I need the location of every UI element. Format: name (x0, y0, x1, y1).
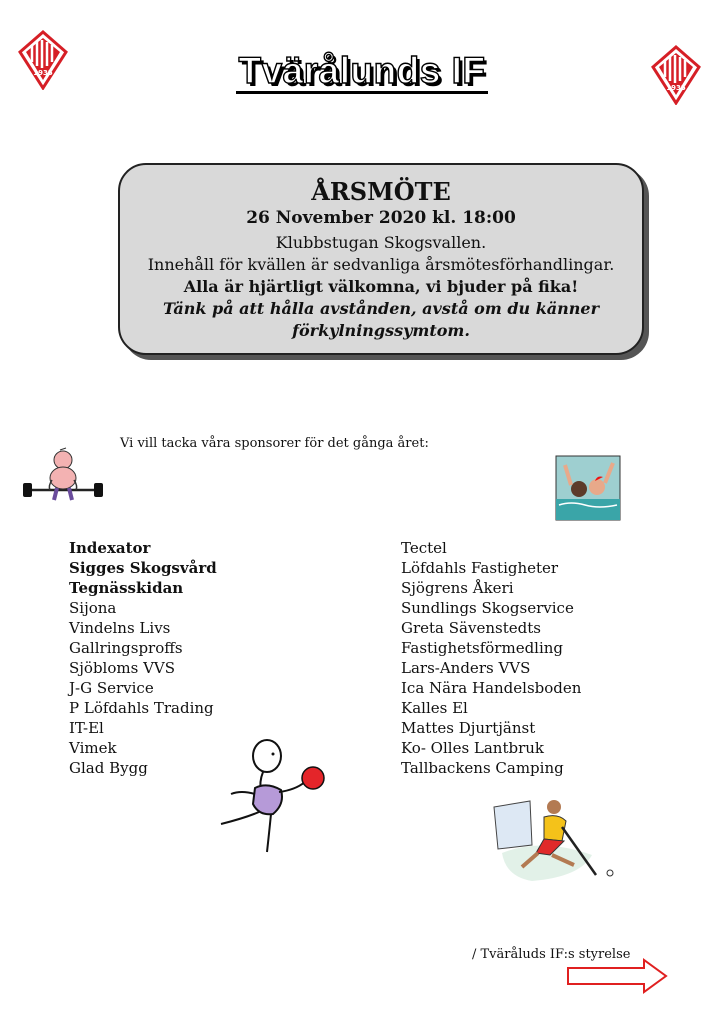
sponsor-item: Glad Bygg (69, 759, 148, 777)
sponsor-item: Vimek (69, 739, 117, 757)
sponsor-item: Indexator (69, 539, 151, 557)
sponsor-item: Mattes Djurtjänst (401, 719, 536, 737)
sponsor-item: Fastighetsförmedling (401, 639, 564, 657)
signature-text: / Tväråluds IF:s styrelse (472, 947, 631, 962)
sponsor-item: P Löfdahls Trading (69, 699, 214, 717)
sponsor-item: Ica Nära Handelsboden (401, 679, 582, 697)
sponsor-item: Löfdahls Fastigheter (401, 559, 559, 577)
meeting-location: Klubbstugan Skogsvallen. (275, 233, 487, 252)
sponsor-item: Greta Sävenstedts (401, 619, 541, 637)
svg-text:1935: 1935 (33, 69, 53, 77)
sponsor-item: Sijona (69, 599, 117, 617)
page-title-text: Tvärålunds IF (236, 50, 487, 94)
meeting-welcome: Alla är hjärtligt välkomna, vi bjuder på fika! (183, 277, 579, 296)
ball-player-clipart-icon (215, 738, 333, 856)
sponsor-item: Tegnässkidan (69, 579, 184, 597)
sponsor-item: Sjöbloms VVS (69, 659, 176, 677)
sponsor-item: IT-El (69, 719, 104, 737)
meeting-date: 26 November 2020 kl. 18:00 (246, 208, 516, 228)
meeting-content: Innehåll för kvällen är sedvanliga årsmötesförhandlingar. (147, 255, 615, 274)
svg-text:1935: 1935 (666, 84, 686, 92)
sponsor-item: J-G Service (69, 679, 154, 697)
meeting-notice-line2: förkylningssymtom. (292, 321, 470, 340)
sponsor-thanks-text: Vi vill tacka våra sponsorer för det gånga året: (120, 436, 429, 451)
page-title (0, 50, 724, 92)
weightlifter-clipart-icon (20, 446, 106, 504)
sponsor-item: Sundlings Skogservice (401, 599, 574, 617)
meeting-heading: ÅRSMÖTE (311, 177, 451, 206)
meeting-notice-line1: Tänk på att hålla avstånden, avstå om du känner (162, 299, 600, 318)
sponsor-item: Kalles El (401, 699, 468, 717)
sponsor-item: Sjögrens Åkeri (401, 579, 514, 597)
meeting-announcement-box (118, 163, 644, 355)
sponsor-item: Lars-Anders VVS (401, 659, 531, 677)
sponsor-item: Gallringsproffs (69, 639, 183, 657)
floorball-player-clipart-icon (492, 797, 614, 883)
arrow-right-icon (566, 958, 668, 994)
sponsors-right-column (401, 538, 581, 778)
sponsor-item: Tallbackens Camping (401, 759, 564, 777)
sponsor-item: Tectel (401, 539, 447, 557)
sponsors-left-column (69, 538, 217, 778)
sponsor-item: Sigges Skogsvård (69, 559, 217, 577)
sponsor-item: Ko- Olles Lantbruk (401, 739, 545, 757)
swimmers-clipart-icon (555, 455, 621, 521)
sponsor-item: Vindelns Livs (69, 619, 171, 637)
